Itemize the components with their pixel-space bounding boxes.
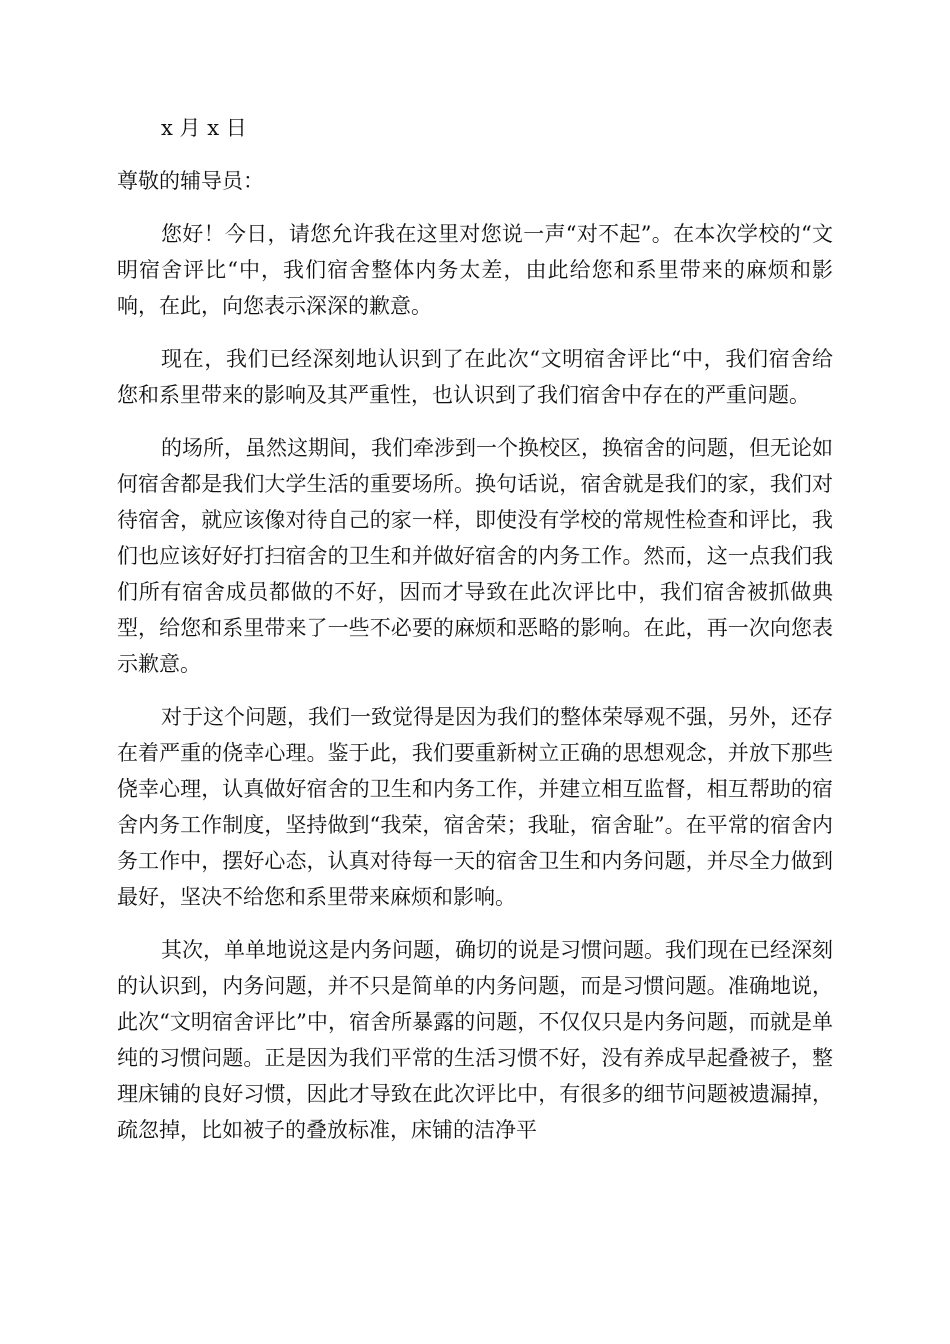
letter-salutation: 尊敬的辅导员： [117,169,264,193]
paragraph-5: 其次，单单地说这是内务问题，确切的说是习惯问题。我们现在已经深刻的认识到，内务问题，并不只是简单的内务问题，而是习惯问题。准确地说，此次“文明宿舍评比”中，宿舍所暴露的问题，不仅仅只是内务问题，而就是单纯的习惯问题。正是因为我们平常的生活习惯不好，没有养成早起叠被子，整理床铺的良好习惯，因此才导致在此次评比中，有很多的细节问题被遗漏掉，疏忽掉，比如被子的叠放标准，床铺的洁净平 [117,938,833,1142]
paragraph-1: 您好！今日，请您允许我在这里对您说一声“对不起”。在本次学校的“文明宿舍评比“中，我们宿舍整体内务太差，由此给您和系里带来的麻烦和影响，在此，向您表示深深的歉意。 [117,222,833,318]
letter-date: x 月 x 日 [161,116,247,140]
paragraph-3: 的场所，虽然这期间，我们牵涉到一个换校区，换宿舍的问题，但无论如何宿舍都是我们大学生活的重要场所。换句话说，宿舍就是我们的家，我们对待宿舍，就应该像对待自己的家一样，即使没有学校的常规性检查和评比，我们也应该好好打扫宿舍的卫生和并做好宿舍的内务工作。然而，这一点我们我们所有宿舍成员都做的不好，因而才导致在此次评比中，我们宿舍被抓做典型，给您和系里带来了一些不必要的麻烦和恶略的影响。在此，再一次向您表示歉意。 [117,436,833,676]
paragraph-2: 现在，我们已经深刻地认识到了在此次“文明宿舍评比“中，我们宿舍给您和系里带来的影响及其严重性，也认识到了我们宿舍中存在的严重问题。 [117,347,833,407]
paragraph-4: 对于这个问题，我们一致觉得是因为我们的整体荣辱观不强，另外，还存在着严重的侥幸心理。鉴于此，我们要重新树立正确的思想观念，并放下那些侥幸心理，认真做好宿舍的卫生和内务工作，并建立相互监督，相互帮助的宿舍内务工作制度，坚持做到“我荣，宿舍荣；我耻，宿舍耻”。在平常的宿舍内务工作中，摆好心态，认真对待每一天的宿舍卫生和内务问题，并尽全力做到最好，坚决不给您和系里带来麻烦和影响。 [117,705,833,909]
document-page [117,110,833,1165]
